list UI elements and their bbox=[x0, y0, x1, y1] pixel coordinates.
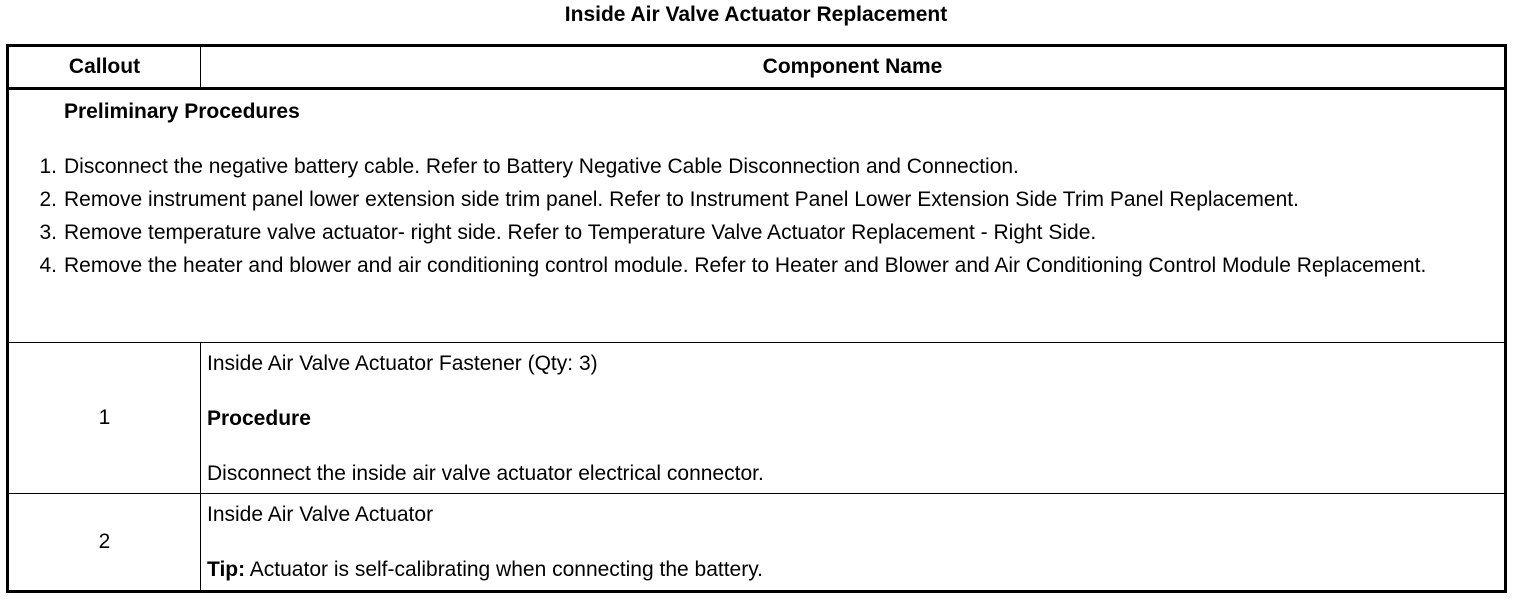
procedure-subheading: Procedure bbox=[207, 407, 311, 430]
table-header-row bbox=[8, 46, 1506, 89]
step-text: Remove temperature valve actuator- right side. Refer to Temperature Valve Actuator Replacement - Right Side. bbox=[64, 221, 1097, 244]
list-item bbox=[39, 251, 1504, 280]
component-name: Inside Air Valve Actuator Fastener (Qty: 3) bbox=[207, 352, 598, 375]
step-text: Disconnect the negative battery cable. Refer to Battery Negative Cable Disconnection and Connection. bbox=[64, 155, 1019, 178]
step-number: 1. bbox=[39, 155, 57, 178]
procedure-note: Disconnect the inside air valve actuator electrical connector. bbox=[207, 462, 764, 485]
table-row bbox=[8, 343, 1506, 494]
preliminary-procedures-cell bbox=[8, 89, 1506, 343]
step-text: Remove the heater and blower and air conditioning control module. Refer to Heater and Blower and Air Conditioning Control Module Replacement. bbox=[64, 254, 1427, 277]
component-name: Inside Air Valve Actuator bbox=[207, 503, 434, 526]
step-text: Remove instrument panel lower extension side trim panel. Refer to Instrument Panel Lower Extension Side Trim Panel Replacement. bbox=[64, 188, 1299, 211]
table-row bbox=[8, 494, 1506, 592]
column-header-callout: Callout bbox=[8, 46, 201, 89]
column-header-component-name: Component Name bbox=[201, 46, 1506, 89]
list-item bbox=[39, 218, 1504, 247]
component-cell bbox=[201, 494, 1506, 592]
step-number: 2. bbox=[39, 188, 57, 211]
callout-cell: 2 bbox=[8, 494, 201, 592]
tip-label: Tip: bbox=[207, 558, 246, 581]
list-item bbox=[39, 152, 1504, 181]
preliminary-procedures-row bbox=[8, 89, 1506, 343]
step-number: 3. bbox=[39, 221, 57, 244]
procedure-table bbox=[6, 44, 1507, 593]
page-title: Inside Air Valve Actuator Replacement bbox=[564, 3, 948, 26]
callout-cell: 1 bbox=[8, 343, 201, 494]
tip-line bbox=[207, 557, 1498, 583]
preliminary-steps-list bbox=[9, 152, 1504, 280]
preliminary-procedures-heading: Preliminary Procedures bbox=[64, 100, 300, 123]
tip-text: Actuator is self-calibrating when connecting the battery. bbox=[245, 558, 764, 581]
component-cell bbox=[201, 343, 1506, 494]
list-item bbox=[39, 185, 1504, 214]
step-number: 4. bbox=[39, 254, 57, 277]
